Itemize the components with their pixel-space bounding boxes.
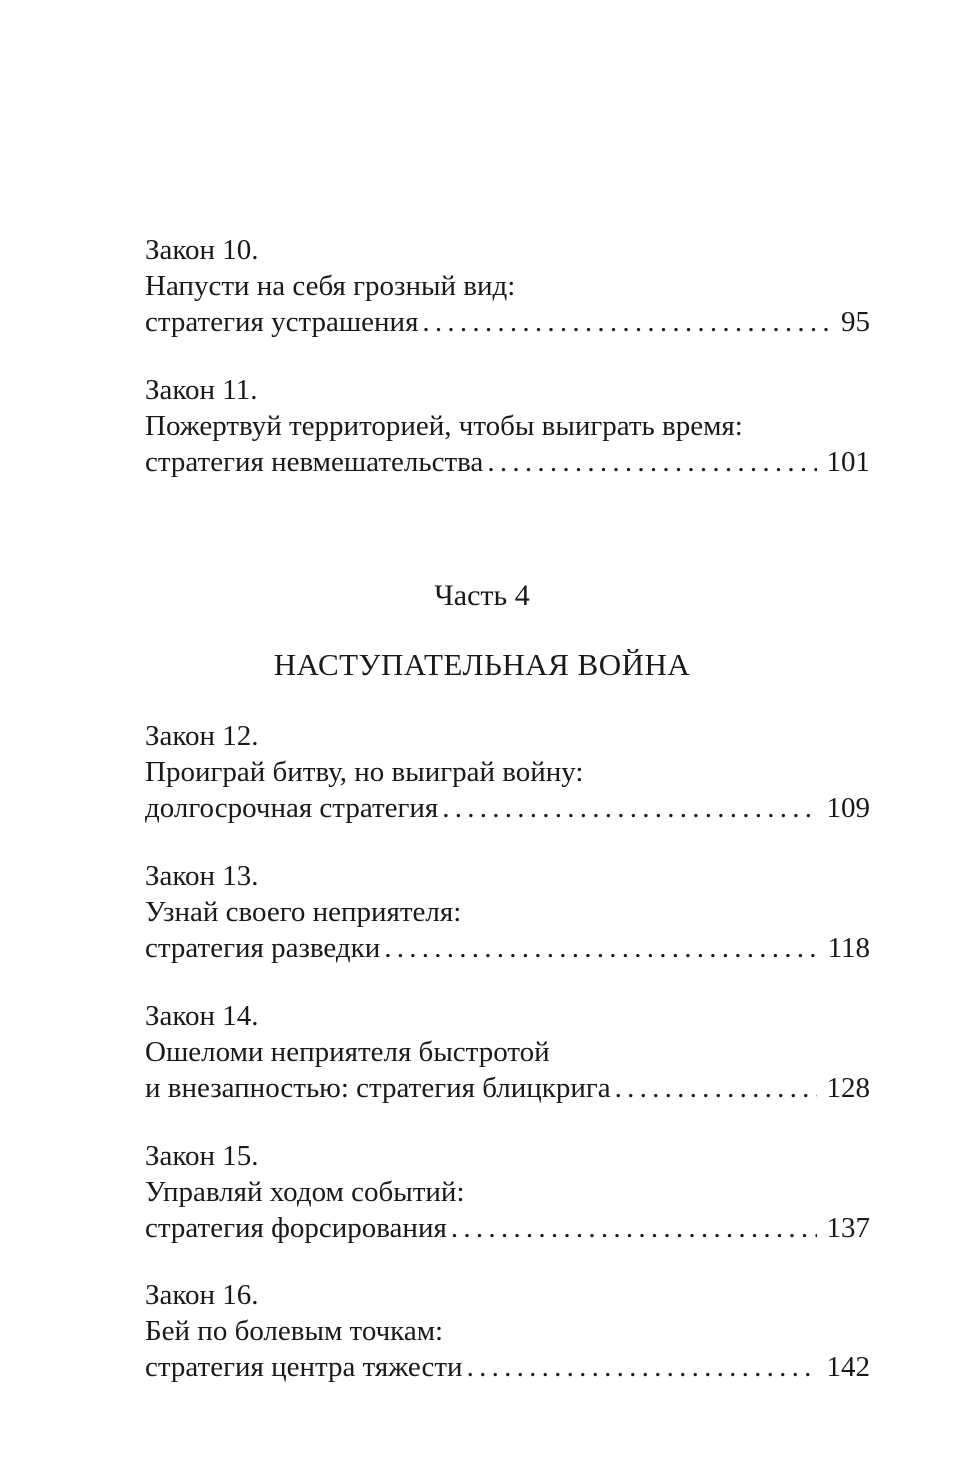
law-title: Узнай своего неприятеля: [145,896,462,928]
law-subtitle-row [145,1210,870,1246]
toc-entry-law-16[interactable] [145,1277,870,1385]
dot-leader [451,1210,817,1246]
page-number: 109 [826,792,870,824]
page-number: 118 [827,932,870,964]
law-number: Закон 12. [145,720,259,752]
toc-entry-law-15[interactable] [145,1138,870,1246]
page-number: 101 [826,446,870,478]
law-subtitle: стратегия разведки [145,932,381,964]
law-subtitle: стратегия центра тяжести [145,1351,463,1383]
toc-entry-law-11[interactable] [145,372,870,480]
law-title: Бей по болевым точкам: [145,1315,444,1347]
dot-leader [487,444,816,480]
dot-leader [442,790,816,826]
law-title: Напусти на себя грозный вид: [145,270,516,302]
law-subtitle: и внезапностью: стратегия блицкрига [145,1072,611,1104]
toc-entry-law-10[interactable] [145,232,870,340]
law-number: Закон 15. [145,1140,259,1172]
law-number: Закон 10. [145,234,259,266]
part-title: НАСТУПАТЕЛЬНАЯ ВОЙНА [273,647,691,682]
law-subtitle: стратегия невмешательства [145,446,484,478]
law-title: Проиграй битву, но выиграй войну: [145,756,584,788]
law-subtitle-row [145,304,870,340]
page-number: 142 [826,1351,870,1383]
dot-leader [615,1070,817,1106]
page-number: 128 [826,1072,870,1104]
dot-leader [384,930,817,966]
law-subtitle-row [145,930,870,966]
law-number: Закон 11. [145,374,258,406]
page-number: 137 [826,1212,870,1244]
dot-leader [422,304,831,340]
law-subtitle-row [145,1070,870,1106]
law-number: Закон 13. [145,860,259,892]
law-subtitle-row [145,1349,870,1385]
law-subtitle-row [145,790,870,826]
law-title: Ошеломи неприятеля быстротой [145,1036,550,1068]
law-subtitle: долгосрочная стратегия [145,792,439,824]
toc-entry-law-12[interactable] [145,718,870,826]
toc-entry-law-13[interactable] [145,858,870,966]
law-subtitle: стратегия устрашения [145,306,419,338]
law-title: Пожертвуй территорией, чтобы выиграть время: [145,410,743,442]
law-number: Закон 14. [145,1000,259,1032]
law-subtitle: стратегия форсирования [145,1212,447,1244]
law-title: Управляй ходом событий: [145,1176,465,1208]
page-number: 95 [841,306,870,338]
toc-entry-law-14[interactable] [145,998,870,1106]
law-subtitle-row [145,444,870,480]
part-label: Часть 4 [434,579,530,612]
dot-leader [467,1349,817,1385]
law-number: Закон 16. [145,1279,259,1311]
